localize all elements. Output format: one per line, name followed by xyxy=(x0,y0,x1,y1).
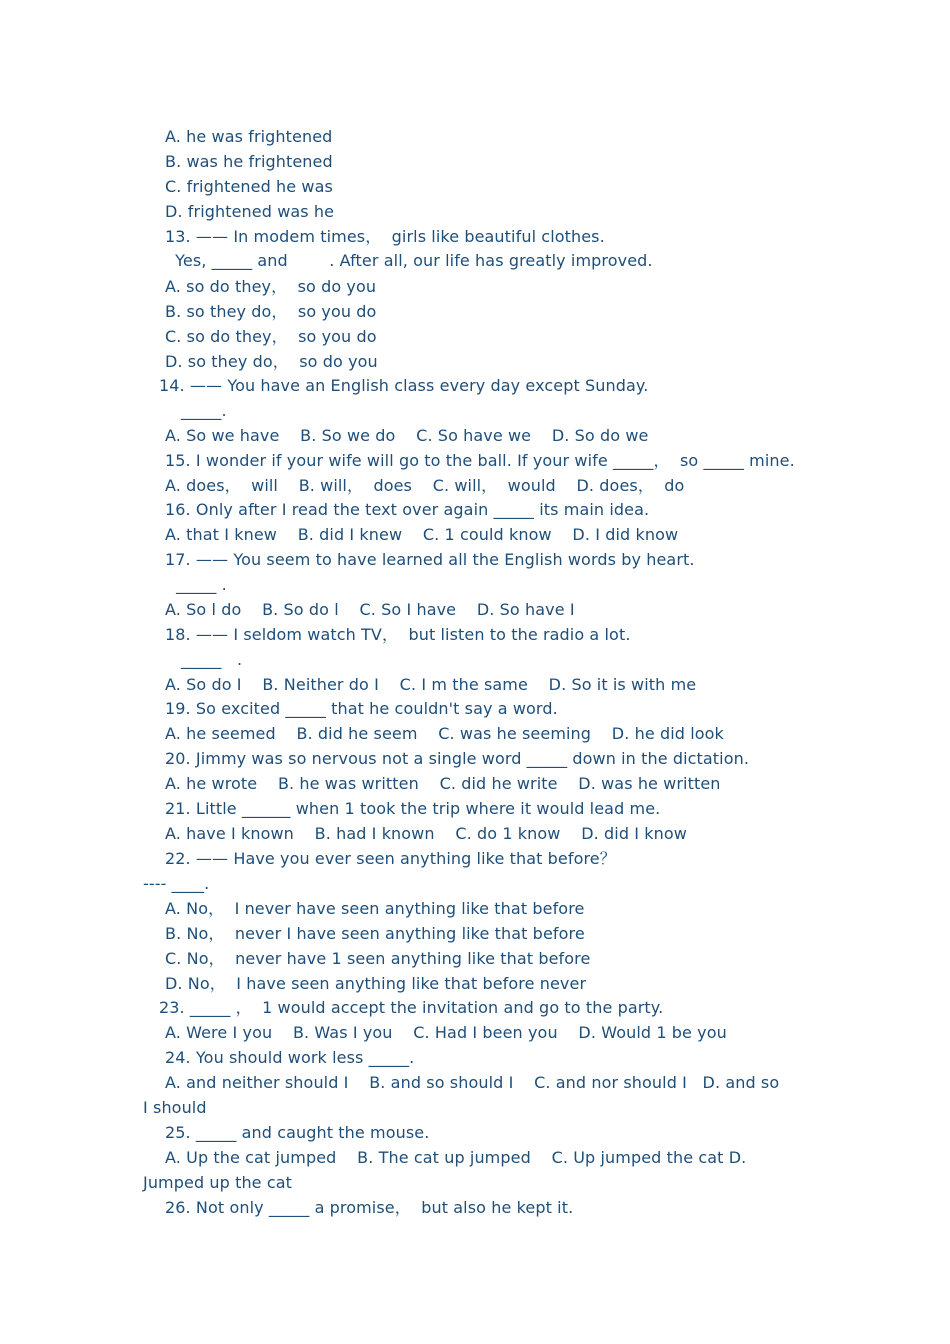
option-line: A. that I knew B. did I knew C. 1 could know D. I did know xyxy=(165,525,679,544)
option-line: A. he wrote B. he was written C. did he write D. was he written xyxy=(165,774,721,793)
dialogue-response: _____. xyxy=(181,401,227,420)
option-line: A. he seemed B. did he seem C. was he seeming D. he did look xyxy=(165,724,724,743)
option-line: A. does， will B. will， does C. will， would D. does， do xyxy=(165,476,685,495)
option-line: D. so they do， so do you xyxy=(165,352,378,371)
question-25: 25. _____ and caught the mouse. xyxy=(165,1123,430,1142)
question-20: 20. Jimmy was so nervous not a single word _____ down in the dictation. xyxy=(165,749,750,768)
option-line: C. No， never have 1 seen anything like that before xyxy=(165,949,591,968)
dialogue-response: _____ . xyxy=(176,575,227,594)
question-16: 16. Only after I read the text over again _____ its main idea. xyxy=(165,500,650,519)
option-line: D. No， I have seen anything like that before never xyxy=(165,974,587,993)
option-line: A. Were I you B. Was I you C. Had I been you D. Would 1 be you xyxy=(165,1023,727,1042)
question-15: 15. I wonder if your wife will go to the ball. If your wife _____， so _____ mine. xyxy=(165,451,795,470)
option-line: D. frightened was he xyxy=(165,202,335,221)
option-line-continued: Jumped up the cat xyxy=(143,1173,292,1192)
question-13: 13. —— In modem times， girls like beautiful clothes. xyxy=(165,227,605,246)
dialogue-response: ---- ____. xyxy=(143,874,210,893)
question-14: 14. —— You have an English class every day except Sunday. xyxy=(159,376,649,395)
option-line: A. Up the cat jumped B. The cat up jumped C. Up jumped the cat D. xyxy=(165,1148,747,1167)
option-line: A. so do they， so do you xyxy=(165,277,377,296)
question-22: 22. —— Have you ever seen anything like that before？ xyxy=(165,849,616,868)
dialogue-response: _____ . xyxy=(181,650,243,669)
question-19: 19. So excited _____ that he couldn't say a word. xyxy=(165,699,558,718)
option-line: A. have I known B. had I known C. do 1 know D. did I know xyxy=(165,824,687,843)
option-line-continued: I should xyxy=(143,1098,207,1117)
option-line: A. So l do B. So do l C. So I have D. So have I xyxy=(165,600,575,619)
question-21: 21. Little ______ when 1 took the trip where it would lead me. xyxy=(165,799,661,818)
question-24: 24. You should work less _____. xyxy=(165,1048,415,1067)
option-line: C. frightened he was xyxy=(165,177,333,196)
question-17: 17. —— You seem to have learned all the English words by heart. xyxy=(165,550,695,569)
option-line: A. he was frightened xyxy=(165,127,333,146)
question-18: 18. —— I seldom watch TV， but listen to the radio a lot. xyxy=(165,625,631,644)
option-line: A. So we have B. So we do C. So have we D. So do we xyxy=(165,426,649,445)
dialogue-response: Yes, _____ and . After all, our life has greatly improved. xyxy=(170,251,653,270)
option-line: A. and neither should I B. and so should I C. and nor should I D. and so xyxy=(165,1073,780,1092)
option-line: B. so they do， so you do xyxy=(165,302,377,321)
question-26: 26. Not only _____ a promise， but also he kept it. xyxy=(165,1198,574,1217)
option-line: A. So do I B. Neither do I C. I m the same D. So it is with me xyxy=(165,675,697,694)
option-line: B. No， never I have seen anything like that before xyxy=(165,924,585,943)
option-line: A. No， I never have seen anything like that before xyxy=(165,899,585,918)
question-23: 23. _____ ， 1 would accept the invitation and go to the party. xyxy=(159,998,664,1017)
option-line: C. so do they， so you do xyxy=(165,327,377,346)
option-line: B. was he frightened xyxy=(165,152,333,171)
